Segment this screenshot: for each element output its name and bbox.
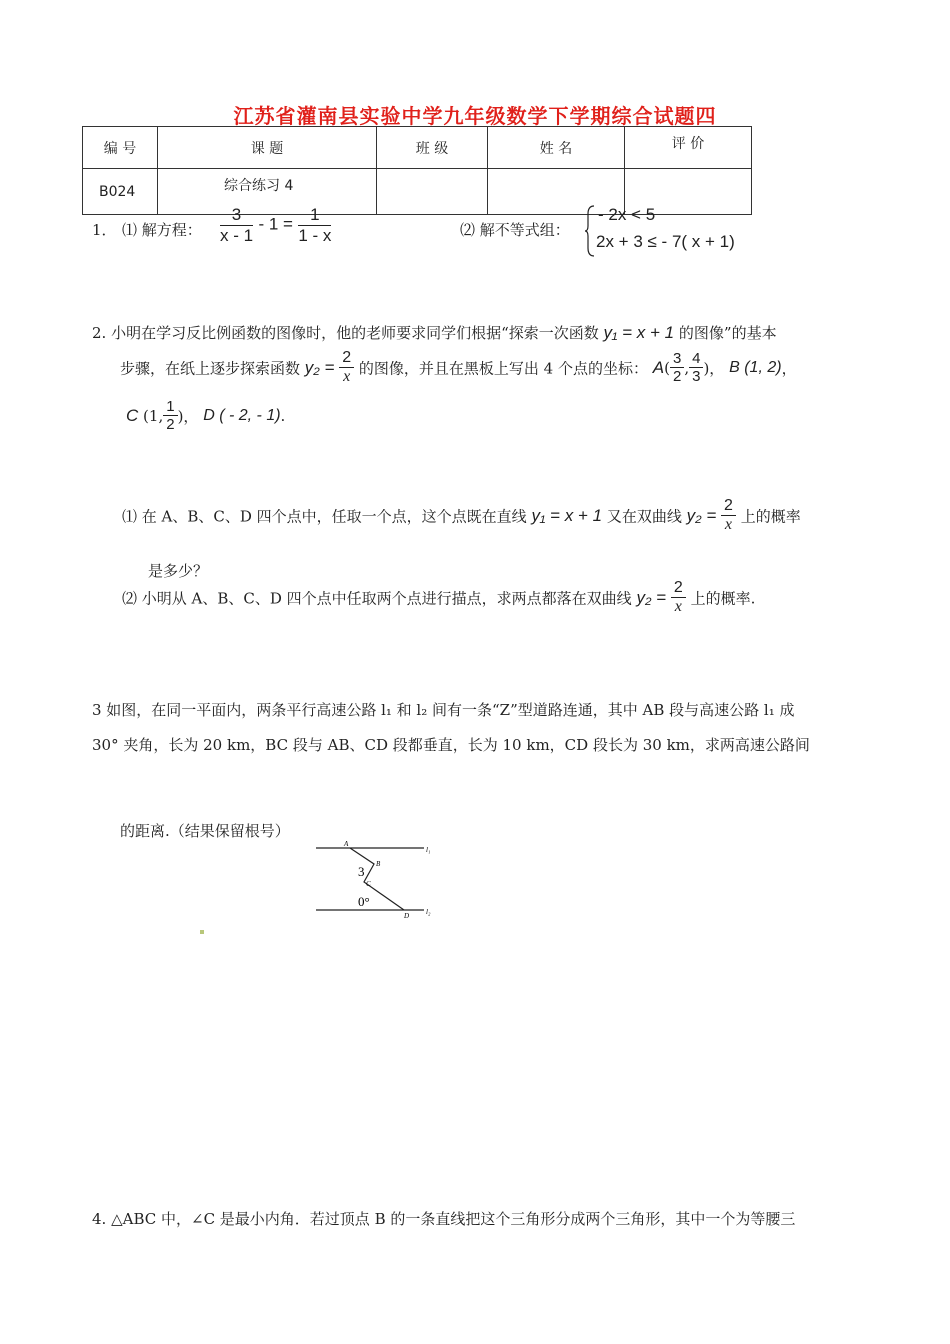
z-road-figure — [312, 838, 442, 922]
cell-class — [377, 169, 488, 215]
q3-line3: 的距离.（结果保留根号） — [120, 822, 290, 840]
info-table — [82, 126, 752, 215]
scan-mark — [200, 930, 204, 934]
q2-sub1-c: 上的概率 — [740, 507, 801, 526]
point-B: B (1, 2) — [729, 358, 782, 376]
cell-topic: 综合练习 4 — [158, 169, 377, 215]
label-l1: l₁ — [426, 846, 431, 854]
q2-line2-start: 步骤，在纸上逐步探索函数 — [120, 359, 301, 378]
q3-line1: 3 如图，在同一平面内，两条平行高速公路 l₁ 和 l₂ 间有一条“Z”型道路连通，其中 AB 段与高速公路 l₁ 成 — [92, 701, 795, 719]
label-D: D — [404, 912, 410, 920]
label-C: C — [366, 880, 371, 888]
header-name: 姓 名 — [488, 127, 625, 169]
header-evaluation: 评 价 — [625, 127, 752, 169]
q2-sub1-a: ⑴ 在 A、B、C、D 四个点中，任取一个点，这个点既在直线 — [122, 507, 527, 526]
eq-num1: 3 — [220, 205, 253, 226]
q2-line2-mid: 的图像，并且在黑板上写出 4 个点的坐标： — [358, 359, 648, 378]
page-title: 江苏省灌南县实验中学九年级数学下学期综合试题四 — [233, 104, 717, 128]
cell-number: B024 — [83, 169, 158, 215]
q2-line1-end: 的图像”的基本 — [678, 324, 777, 342]
header-number: 编 号 — [83, 127, 158, 169]
q1-part1-label: ⑴ 解方程： — [122, 221, 202, 239]
eq-num2: 1 — [298, 205, 331, 226]
q2-sub2-b: 上的概率. — [690, 589, 756, 608]
q2-sub1-b: 又在双曲线 — [606, 507, 682, 526]
q2-line2: 步骤，在纸上逐步探索函数 y₂ = $\frac{2}{x}$ 的图像，并且在黑板上写出 4 个点的坐标： A( $\frac{3}{2}$ , $\frac{4}{3}$ )， B (1, 2)， — [120, 349, 797, 386]
label-A: A — [344, 840, 349, 848]
q3-line2: 30° 夹角，长为 20 km，BC 段与 AB、CD 段都垂直，长为 10 km，CD 段长为 30 km，求两高速公路间 — [92, 736, 810, 754]
header-topic: 课 题 — [158, 127, 377, 169]
q2-sub1-d: 是多少？ — [148, 562, 209, 580]
q1-equation — [220, 205, 331, 245]
eq-mid: - 1 = — [258, 214, 293, 234]
q2-sub2: ⑵ 小明从 A、B、C、D 四个点中任取两个点进行描点，求两点都落在双曲线 y₂ = $\frac{2}{x}$ 上的概率. — [122, 579, 756, 616]
eq-den1: x - 1 — [220, 225, 254, 245]
header-class: 班 级 — [377, 127, 488, 169]
q2-sub1: ⑴ 在 A、B、C、D 四个点中，任取一个点，这个点既在直线 y₁ = x + 1 又在双曲线 y₂ = $\frac{2}{x}$ 上的概率 — [122, 497, 801, 534]
label-l2: l₂ — [426, 908, 431, 916]
label-B: B — [376, 860, 381, 868]
q2-line1-text: 2. 小明在学习反比例函数的图像时，他的老师要求同学们根据“探索一次函数 — [92, 324, 599, 342]
q2-sub1-eq: y₁ = x + 1 — [531, 505, 603, 525]
angle-label-2: 0° — [358, 894, 370, 909]
q2-sub2-a: ⑵ 小明从 A、B、C、D 四个点中任取两个点进行描点，求两点都落在双曲线 — [122, 589, 632, 608]
point-D: D ( - 2, - 1) — [203, 406, 281, 424]
q1-part2-label: ⑵ 解不等式组： — [460, 221, 570, 239]
eq-den2: 1 - x — [298, 225, 332, 245]
q2-line1 — [92, 322, 777, 343]
q2-line1-equation: y₁ = x + 1 — [603, 323, 675, 342]
angle-label-1: 3 — [358, 864, 365, 879]
brace-icon — [584, 204, 596, 258]
q1-number: 1． — [92, 221, 117, 239]
inequality-1: - 2x < 5 — [598, 205, 656, 224]
q4-line1: 4. △ABC 中，∠C 是最小内角．若过顶点 B 的一条直线把这个三角形分成两个三角形，其中一个为等腰三 — [92, 1210, 796, 1228]
inequality-2: 2x + 3 ≤ - 7( x + 1) — [596, 232, 735, 251]
q2-line3: C (1, $\frac{1}{2}$ )， D ( - 2, - 1). — [126, 398, 286, 434]
